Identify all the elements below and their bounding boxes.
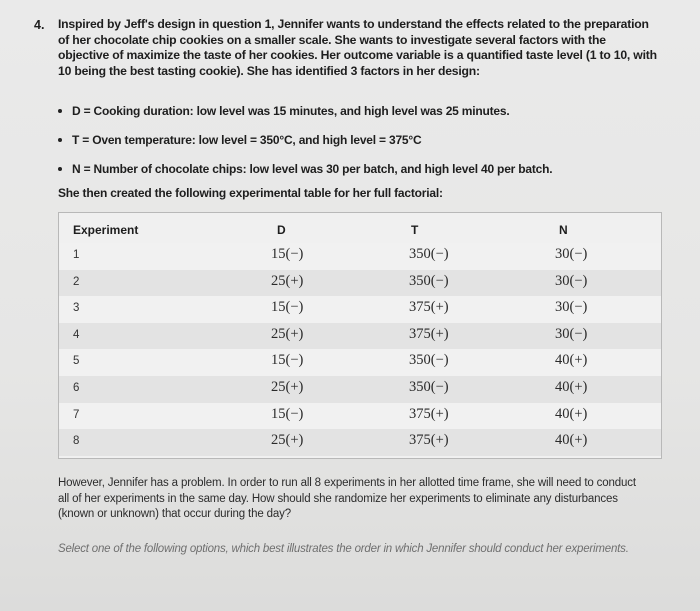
table-row <box>59 376 661 403</box>
cell-experiment: 7 <box>73 408 80 421</box>
cell-experiment: 1 <box>73 249 80 261</box>
cell-n: 30(−) <box>555 299 588 316</box>
bullet-icon <box>58 167 62 171</box>
answer-prompt: Select one of the following options, which best illustrates the order in which Jennifer should conduct her experiments. <box>58 543 629 555</box>
cell-experiment: 6 <box>73 382 80 394</box>
cell-n: 40(+) <box>555 405 588 422</box>
cell-d: 15(−) <box>271 299 304 316</box>
cell-d: 25(+) <box>271 379 304 395</box>
cell-d: 15(−) <box>271 246 304 262</box>
cell-n: 40(+) <box>555 352 588 369</box>
cell-n: 40(+) <box>555 432 588 449</box>
cell-t: 350(−) <box>409 379 449 395</box>
table-row <box>59 243 661 270</box>
cell-experiment: 3 <box>73 302 80 315</box>
header-d: D <box>277 223 286 237</box>
table-row <box>59 270 661 297</box>
cell-d: 15(−) <box>271 352 304 369</box>
factor-text: T = Oven temperature: low level = 350°C, and high level = 375°C <box>72 133 422 147</box>
cell-t: 350(−) <box>409 272 449 289</box>
cell-n: 30(−) <box>555 325 588 342</box>
factor-text: D = Cooking duration: low level was 15 minutes, and high level was 25 minutes. <box>72 104 510 118</box>
question-number: 4. <box>34 18 45 32</box>
cell-t: 350(−) <box>409 246 449 262</box>
table-row <box>59 429 661 456</box>
cell-t: 375(+) <box>409 432 449 449</box>
cell-d: 25(+) <box>271 432 304 449</box>
factor-text: N = Number of chocolate chips: low level was 30 per batch, and high level 40 per batch. <box>72 162 553 176</box>
cell-d: 25(+) <box>271 325 304 342</box>
header-experiment: Experiment <box>73 223 139 237</box>
cell-n: 30(−) <box>555 246 588 262</box>
factor-list <box>58 103 658 190</box>
cell-n: 40(+) <box>555 379 588 395</box>
cell-n: 30(−) <box>555 272 588 289</box>
table-intro: She then created the following experimental table for her full factorial: <box>58 186 443 200</box>
factor-item-d <box>58 103 658 132</box>
header-n: N <box>559 223 568 237</box>
table-row <box>59 296 661 323</box>
problem-text: However, Jennifer has a problem. In order to run all 8 experiments in her allotted time frame, she will need to conduct all of her experiments in the same day. How should she randomize her experiments to eliminate any disturbances (known or unknown) that occur during the day? <box>58 477 636 520</box>
table-row <box>59 323 661 350</box>
factor-item-t <box>58 132 658 161</box>
table-row <box>59 349 661 376</box>
cell-t: 375(+) <box>409 405 449 422</box>
cell-t: 350(−) <box>409 352 449 369</box>
cell-d: 15(−) <box>271 405 304 422</box>
cell-experiment: 8 <box>73 435 80 448</box>
question-text: Inspired by Jeff's design in question 1, Jennifer wants to understand the effects related to the preparation of her chocolate chip cookies on a smaller scale. She wants to investigate several factors with the objective of maximize the taste of her cookies. Her outcome variable is a quantified taste level (1 to 10, with 10 being the best tasting cookie). She has identified 3 factors in her design: <box>58 17 657 78</box>
table-header-row <box>59 213 661 243</box>
cell-d: 25(+) <box>271 272 304 289</box>
header-t: T <box>411 223 419 237</box>
cell-experiment: 5 <box>73 355 80 368</box>
bullet-icon <box>58 109 62 113</box>
table-row <box>59 403 661 430</box>
cell-t: 375(+) <box>409 325 449 342</box>
experiment-table <box>58 212 662 459</box>
cell-experiment: 2 <box>73 275 80 288</box>
cell-t: 375(+) <box>409 299 449 316</box>
cell-experiment: 4 <box>73 328 80 341</box>
bullet-icon <box>58 138 62 142</box>
